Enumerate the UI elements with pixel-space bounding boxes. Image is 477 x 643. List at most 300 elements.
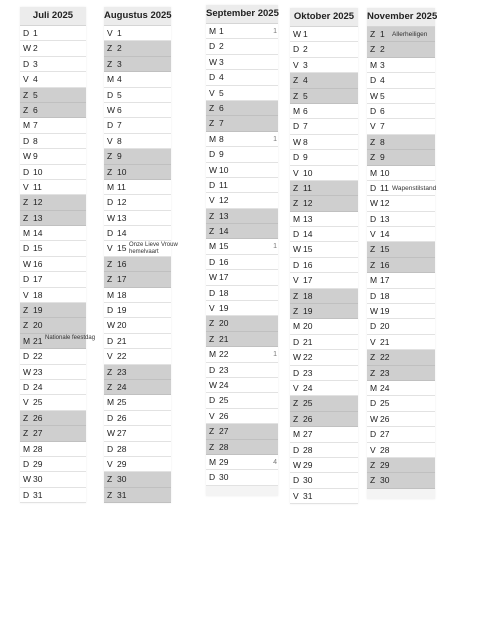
day-row	[367, 196, 435, 211]
day-row	[20, 303, 86, 318]
weekday-letter: Z	[370, 244, 376, 255]
day-number: 28	[303, 444, 313, 455]
day-number: 10	[117, 166, 127, 177]
day-row	[290, 58, 358, 73]
day-number: 14	[33, 228, 43, 239]
weekday-letter: D	[293, 229, 300, 240]
weekday-letter: D	[107, 305, 114, 316]
day-row	[290, 242, 358, 257]
day-row	[290, 335, 358, 350]
day-row	[206, 316, 278, 331]
day-number: 15	[117, 243, 127, 254]
weekday-letter: D	[107, 335, 114, 346]
day-row	[20, 180, 86, 195]
weekday-letter: M	[23, 443, 31, 454]
day-number: 13	[380, 213, 390, 224]
day-row	[206, 55, 278, 70]
weekday-letter: V	[107, 458, 113, 469]
week-marker: 1	[273, 28, 277, 35]
day-row	[367, 27, 435, 42]
month-column-oktober	[290, 8, 358, 504]
day-row	[206, 270, 278, 285]
weekday-letter: Z	[370, 29, 376, 39]
weekday-letter: M	[293, 321, 301, 332]
day-row	[104, 395, 171, 410]
day-number: 16	[117, 258, 127, 269]
day-row	[290, 366, 358, 381]
weekday-letter: V	[209, 410, 215, 421]
weekday-letter: V	[293, 59, 299, 70]
day-row	[290, 381, 358, 396]
day-row	[206, 70, 278, 85]
weekday-letter: V	[23, 181, 29, 192]
weekday-letter: Z	[107, 258, 113, 269]
day-number: 19	[219, 303, 229, 314]
weekday-letter: D	[293, 152, 300, 163]
day-row	[20, 41, 86, 56]
weekday-letter: Z	[107, 151, 113, 162]
day-number: 24	[33, 381, 43, 392]
day-number: 14	[303, 229, 313, 240]
day-row	[206, 455, 278, 470]
day-row	[206, 163, 278, 178]
day-number: 31	[117, 489, 127, 500]
weekday-letter: D	[370, 182, 377, 193]
day-number: 21	[33, 335, 43, 346]
weekday-letter: D	[107, 228, 114, 239]
day-row	[206, 286, 278, 301]
weekday-letter: D	[209, 72, 216, 83]
day-row	[367, 212, 435, 227]
day-row	[367, 335, 435, 350]
day-number: 30	[33, 474, 43, 485]
day-row	[367, 443, 435, 458]
day-number: 2	[33, 43, 38, 54]
day-row	[104, 365, 171, 380]
day-number: 27	[380, 429, 390, 440]
day-row	[104, 272, 171, 287]
day-number: 22	[117, 351, 127, 362]
day-number: 28	[219, 441, 229, 452]
weekday-letter: D	[107, 443, 114, 454]
weekday-letter: V	[370, 444, 376, 455]
day-number: 14	[219, 226, 229, 237]
day-number: 18	[303, 290, 313, 301]
weekday-letter: Z	[370, 459, 376, 470]
day-number: 24	[303, 382, 313, 393]
day-number: 10	[219, 164, 229, 175]
day-number: 7	[33, 120, 38, 131]
weekday-letter: W	[293, 136, 302, 147]
weekday-letter: Z	[107, 274, 113, 285]
day-number: 4	[117, 74, 122, 85]
day-number: 8	[33, 135, 38, 146]
month-title: November 2025	[367, 8, 435, 27]
weekday-letter: Z	[107, 489, 113, 500]
weekday-letter: D	[23, 381, 30, 392]
day-number: 20	[219, 318, 229, 329]
day-number: 8	[219, 133, 224, 144]
day-number: 24	[219, 379, 229, 390]
weekday-letter: W	[107, 212, 116, 223]
day-list	[20, 26, 96, 503]
day-row	[367, 458, 435, 473]
day-number: 9	[303, 152, 308, 163]
day-number: 1	[33, 28, 38, 38]
month-title: Juli 2025	[20, 7, 86, 26]
day-number: 17	[303, 275, 313, 286]
day-number: 30	[117, 474, 127, 485]
day-row	[104, 472, 171, 487]
day-row	[104, 442, 171, 457]
weekday-letter: Z	[293, 75, 299, 86]
day-row	[20, 488, 86, 503]
weekday-letter: Z	[209, 441, 215, 452]
day-row	[206, 178, 278, 193]
day-number: 25	[117, 397, 127, 408]
day-number: 22	[303, 352, 313, 363]
day-number: 3	[117, 58, 122, 69]
day-number: 18	[33, 289, 43, 300]
weekday-letter: Z	[107, 474, 113, 485]
day-row	[104, 426, 171, 441]
day-number: 6	[33, 104, 38, 115]
weekday-letter: Z	[370, 259, 376, 270]
weekday-letter: Z	[370, 475, 376, 486]
weekday-letter: W	[107, 320, 116, 331]
day-number: 16	[380, 259, 390, 270]
day-number: 4	[219, 72, 224, 83]
weekday-letter: D	[23, 58, 30, 69]
day-row	[290, 119, 358, 134]
day-row	[290, 273, 358, 288]
weekday-letter: Z	[370, 367, 376, 378]
weekday-letter: Z	[209, 102, 215, 113]
day-row	[367, 166, 435, 181]
day-row	[104, 380, 171, 395]
weekday-letter: Z	[107, 366, 113, 377]
day-row	[367, 396, 435, 411]
weekday-letter: V	[293, 275, 299, 286]
day-number: 4	[33, 74, 38, 85]
weekday-letter: M	[209, 133, 217, 144]
weekday-letter: Z	[293, 290, 299, 301]
weekday-letter: M	[107, 181, 115, 192]
weekday-letter: V	[370, 121, 376, 132]
day-row	[290, 396, 358, 411]
day-number: 29	[117, 458, 127, 469]
day-number: 31	[303, 490, 313, 501]
weekday-letter: W	[293, 29, 302, 39]
day-row	[104, 195, 171, 210]
day-row	[367, 350, 435, 365]
day-row	[290, 89, 358, 104]
day-row	[290, 458, 358, 473]
weekday-letter: W	[370, 413, 379, 424]
day-row	[290, 181, 358, 196]
day-number: 15	[380, 244, 390, 255]
weekday-letter: Z	[23, 89, 29, 100]
weekday-letter: M	[107, 289, 115, 300]
day-row	[206, 255, 278, 270]
weekday-letter: D	[370, 398, 377, 409]
weekday-letter: W	[23, 366, 32, 377]
day-row	[206, 239, 278, 254]
day-number: 16	[219, 256, 229, 267]
day-number: 21	[303, 336, 313, 347]
day-number: 5	[117, 89, 122, 100]
day-row	[290, 150, 358, 165]
weekday-letter: Z	[107, 58, 113, 69]
weekday-letter: W	[370, 90, 379, 101]
weekday-letter: D	[107, 197, 114, 208]
day-number: 14	[380, 229, 390, 240]
day-row	[290, 258, 358, 273]
day-row	[20, 88, 86, 103]
day-number: 29	[219, 456, 229, 467]
day-row	[367, 366, 435, 381]
day-number: 18	[380, 290, 390, 301]
weekday-letter: D	[370, 105, 377, 116]
day-row	[104, 57, 171, 72]
day-number: 1	[117, 28, 122, 38]
column-footer	[367, 489, 435, 499]
weekday-letter: Z	[370, 136, 376, 147]
day-number: 1	[380, 29, 385, 39]
weekday-letter: D	[209, 287, 216, 298]
day-number: 29	[33, 458, 43, 469]
day-row	[20, 411, 86, 426]
day-row	[20, 472, 86, 487]
month-column-augustus	[104, 7, 178, 503]
day-row	[367, 412, 435, 427]
weekday-letter: Z	[23, 104, 29, 115]
day-row	[367, 104, 435, 119]
weekday-letter: W	[209, 164, 218, 175]
day-number: 15	[219, 241, 229, 252]
day-row	[104, 211, 171, 226]
day-row	[104, 241, 178, 256]
day-number: 5	[33, 89, 38, 100]
day-row	[104, 180, 171, 195]
day-number: 25	[219, 395, 229, 406]
day-number: 11	[33, 181, 42, 192]
weekday-letter: D	[370, 290, 377, 301]
day-number: 3	[303, 59, 308, 70]
day-row	[367, 258, 435, 273]
weekday-letter: M	[23, 228, 31, 239]
day-row	[367, 150, 435, 165]
weekday-letter: D	[23, 458, 30, 469]
day-number: 4	[380, 75, 385, 86]
weekday-letter: D	[107, 412, 114, 423]
holiday-label: Onze Lieve Vrouw hemelvaart	[129, 242, 178, 255]
weekday-letter: W	[23, 43, 32, 54]
day-row	[290, 166, 358, 181]
day-number: 23	[33, 366, 43, 377]
day-number: 9	[219, 149, 224, 160]
day-number: 21	[380, 336, 390, 347]
day-number: 6	[380, 105, 385, 116]
weekday-letter: W	[370, 198, 379, 209]
day-row	[367, 73, 435, 88]
day-number: 18	[219, 287, 229, 298]
weekday-letter: Z	[293, 90, 299, 101]
day-row	[206, 39, 278, 54]
weekday-letter: Z	[23, 428, 29, 439]
weekday-letter: W	[293, 352, 302, 363]
day-row	[206, 393, 278, 408]
month-title: September 2025	[206, 5, 278, 24]
day-row	[367, 273, 435, 288]
weekday-letter: V	[293, 490, 299, 501]
weekday-letter: D	[370, 75, 377, 86]
weekday-letter: M	[23, 335, 31, 346]
weekday-letter: D	[23, 166, 30, 177]
weekday-letter: M	[293, 213, 301, 224]
day-number: 29	[380, 459, 390, 470]
day-row	[290, 212, 358, 227]
weekday-letter: M	[209, 26, 217, 36]
day-number: 12	[33, 197, 43, 208]
day-number: 8	[380, 136, 385, 147]
day-number: 9	[380, 152, 385, 163]
day-row	[367, 473, 435, 488]
day-row	[206, 347, 278, 362]
day-number: 13	[219, 210, 229, 221]
day-row	[206, 24, 278, 39]
day-row	[290, 289, 358, 304]
day-row	[367, 304, 435, 319]
day-number: 2	[303, 44, 308, 55]
day-number: 30	[303, 475, 313, 486]
weekday-letter: D	[23, 351, 30, 362]
day-number: 7	[117, 120, 122, 131]
day-row	[104, 457, 171, 472]
week-marker: 4	[273, 458, 277, 466]
day-row	[104, 118, 171, 133]
day-row	[290, 427, 358, 442]
weekday-letter: Z	[209, 226, 215, 237]
month-title: Oktober 2025	[290, 8, 358, 27]
weekday-letter: M	[293, 429, 301, 440]
weekday-letter: D	[23, 274, 30, 285]
day-number: 6	[303, 105, 308, 116]
day-row	[20, 318, 86, 333]
day-number: 6	[219, 102, 224, 113]
day-row	[290, 304, 358, 319]
weekday-letter: Z	[209, 118, 215, 129]
day-row	[206, 193, 278, 208]
day-number: 14	[117, 228, 127, 239]
weekday-letter: M	[107, 74, 115, 85]
month-column-juli	[20, 7, 96, 503]
month-column-november	[367, 8, 438, 499]
day-number: 20	[33, 320, 43, 331]
day-number: 28	[117, 443, 127, 454]
day-row	[206, 332, 278, 347]
week-marker: 1	[273, 351, 277, 359]
weekday-letter: Z	[370, 352, 376, 363]
day-row	[104, 411, 171, 426]
day-row	[20, 288, 86, 303]
day-row	[20, 226, 86, 241]
weekday-letter: Z	[23, 320, 29, 331]
weekday-letter: W	[107, 104, 116, 115]
day-row	[104, 488, 171, 503]
weekday-letter: Z	[293, 182, 299, 193]
holiday-label: Wapenstilstand	[392, 184, 437, 192]
day-number: 5	[219, 87, 224, 98]
day-number: 20	[380, 321, 390, 332]
day-number: 6	[117, 104, 122, 115]
day-number: 15	[33, 243, 43, 254]
day-row	[104, 149, 171, 164]
weekday-letter: M	[370, 59, 378, 70]
day-row	[367, 89, 435, 104]
weekday-letter: V	[107, 243, 113, 254]
day-number: 19	[33, 305, 43, 316]
weekday-letter: V	[209, 303, 215, 314]
day-number: 23	[380, 367, 390, 378]
day-number: 24	[117, 381, 127, 392]
day-row	[20, 72, 86, 87]
weekday-letter: M	[107, 397, 115, 408]
day-number: 8	[117, 135, 122, 146]
day-list	[367, 27, 435, 489]
weekday-letter: D	[107, 89, 114, 100]
weekday-letter: M	[370, 275, 378, 286]
day-row	[20, 57, 86, 72]
day-row	[290, 27, 358, 42]
day-number: 16	[303, 259, 313, 270]
weekday-letter: D	[209, 256, 216, 267]
day-number: 12	[117, 197, 127, 208]
day-number: 11	[303, 182, 312, 193]
day-list	[104, 26, 178, 503]
day-row	[104, 103, 171, 118]
holiday-label: Allerheiligen	[392, 31, 428, 38]
day-row	[104, 72, 171, 87]
day-row	[104, 88, 171, 103]
weekday-letter: D	[209, 395, 216, 406]
day-row	[20, 103, 86, 118]
day-row	[104, 134, 171, 149]
day-number: 17	[380, 275, 390, 286]
day-row	[290, 489, 358, 504]
weekday-letter: W	[209, 379, 218, 390]
day-number: 11	[380, 182, 389, 193]
day-row	[290, 135, 358, 150]
day-row	[20, 442, 86, 457]
day-row	[20, 365, 86, 380]
weekday-letter: V	[107, 135, 113, 146]
day-row	[20, 134, 86, 149]
day-number: 25	[33, 397, 43, 408]
weekday-letter: D	[209, 179, 216, 190]
day-number: 4	[303, 75, 308, 86]
day-number: 12	[380, 198, 390, 209]
day-row	[20, 380, 86, 395]
day-row	[206, 147, 278, 162]
weekday-letter: D	[370, 213, 377, 224]
day-number: 9	[117, 151, 122, 162]
day-number: 2	[380, 44, 385, 55]
weekday-letter: D	[23, 135, 30, 146]
day-number: 31	[33, 489, 43, 500]
day-row	[20, 426, 86, 441]
weekday-letter: V	[293, 167, 299, 178]
